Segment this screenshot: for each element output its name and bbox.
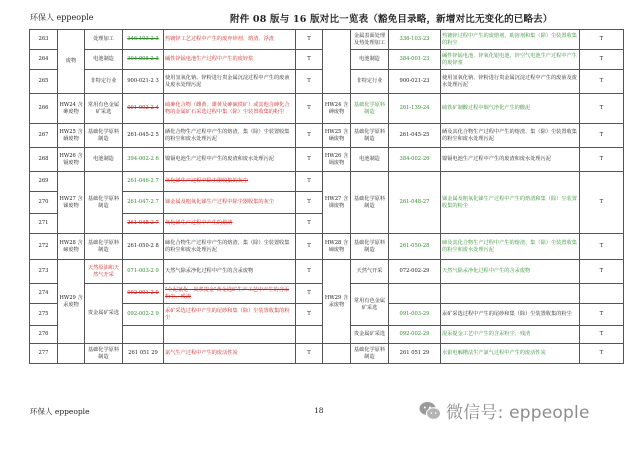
- hazard-cell-2016: T: [580, 50, 624, 70]
- hazard-cell: T: [296, 260, 323, 284]
- category-cell-2016: [323, 344, 351, 364]
- row-number: 267: [30, 124, 58, 148]
- hazard-cell: T: [296, 94, 323, 124]
- hazard-cell-2016: T: [580, 70, 624, 94]
- row-number: 269: [30, 172, 58, 192]
- description-cell: 锑金属及粗氧化锑生产过程中除尘器收集的灰尘: [164, 192, 296, 214]
- table-row: [30, 94, 624, 124]
- row-number: 272: [30, 234, 58, 260]
- code-cell-2016: 261 051 29: [389, 344, 441, 364]
- code-cell: 091-002-2 4: [123, 94, 164, 124]
- hazard-cell-2016: T: [580, 326, 624, 344]
- table-row: [30, 234, 624, 260]
- category-cell: 废物: [58, 30, 85, 94]
- code-cell: 394-002-2 6: [123, 148, 164, 172]
- row-number: 263: [30, 30, 58, 50]
- hazard-cell-2016: T: [580, 94, 624, 124]
- industry-cell: 贵金属矿采选: [85, 284, 123, 344]
- description-cell-2016: 汞矿采选过程中产生的尾砂和集（除）尘装置收集的粉尘: [441, 304, 580, 326]
- table-row: [30, 124, 624, 148]
- code-cell: 261 051 29: [123, 344, 164, 364]
- hazard-cell-2016: T: [580, 260, 624, 284]
- comparison-table: [29, 29, 624, 364]
- description-cell: 使用氢氧化钠、锌粉进行贵金属沉淀过程中产生的废液及废水处理污泥: [164, 70, 296, 94]
- hazard-cell: T: [296, 148, 323, 172]
- industry-cell: 电池制造: [85, 50, 123, 70]
- description-cell-2016: 水银电解槽法生产氯气过程中产生的废活性炭: [441, 344, 580, 364]
- industry-cell-2016: 基础化学原料制造: [351, 124, 389, 148]
- industry-cell-2016: 贵金属矿采选: [351, 326, 389, 344]
- code-cell: 071-003-2 9: [123, 260, 164, 284]
- table-row: [30, 172, 624, 192]
- description-cell: 碲化合物生产过程中产生的熔渣、集（除）尘装置收集的粉尘和废水处理污泥: [164, 234, 296, 260]
- description-cell-2016: 硒及其化合物生产过程中产生的熔渣、集（除）尘装置收集的粉尘和废水处理污泥: [441, 124, 580, 148]
- hazard-cell-2016: T: [580, 344, 624, 364]
- industry-cell: 电池制造: [85, 148, 123, 172]
- description-cell-2016: 天然气除汞净化过程中产生的含汞废物: [441, 260, 580, 284]
- hazard-cell-2016: [580, 284, 624, 304]
- hazard-cell: T: [296, 124, 323, 148]
- watermark-text: 微信号: eppeople: [446, 403, 590, 423]
- code-cell: 900-021-2 3: [123, 70, 164, 94]
- category-cell: HW26 含镉废物: [58, 148, 85, 172]
- hazard-cell: T: [296, 234, 323, 260]
- category-cell-2016: HW27 含锑废物: [323, 172, 351, 234]
- code-cell-2016: 261-050-28: [389, 234, 441, 260]
- industry-cell-2016: 常用有色金属矿采选: [351, 284, 389, 326]
- hazard-cell: T: [296, 344, 323, 364]
- hazard-cell-2016: T: [580, 124, 624, 148]
- category-cell: HW24 含砷废物: [58, 94, 85, 124]
- code-cell: 261-046-2 7: [123, 172, 164, 192]
- footer-left: 环保人 eppeople: [30, 407, 90, 416]
- hazard-cell: T: [296, 172, 323, 192]
- category-cell-2016: HW26 含镉废物: [323, 148, 351, 172]
- code-cell-2016: 261-048-27: [389, 172, 441, 234]
- code-cell-2016: 336-103-23: [389, 30, 441, 50]
- industry-cell: 基础化学原料制造: [85, 234, 123, 260]
- hazard-cell-2016: T: [580, 148, 624, 172]
- industry-cell-2016: 非特定行业: [351, 70, 389, 94]
- hazard-cell: T: [296, 50, 323, 70]
- code-cell-2016: 261-139-24: [389, 94, 441, 124]
- hazard-cell: T: [296, 304, 323, 326]
- industry-cell: 非特定行业: [85, 70, 123, 94]
- hazard-cell-2016: T: [580, 304, 624, 326]
- category-cell: [58, 344, 85, 364]
- code-cell-2016: 384-001-23: [389, 50, 441, 70]
- page-title: 附件 08 版与 16 版对比一览表（豁免目录略，新增对比无变化的已略去）: [230, 14, 553, 25]
- code-cell: 092-002-2 9: [123, 304, 164, 326]
- description-cell: 氯气生产过程中产生的废活性炭: [164, 344, 296, 364]
- category-cell: HW27 含锑废物: [58, 172, 85, 234]
- table-row: [30, 148, 624, 172]
- description-cell: 汞矿采选过程中产生的尾砂和集（除）尘装置收集的粉尘: [164, 304, 296, 326]
- row-number: 277: [30, 344, 58, 364]
- description-cell: 氧化锑生产过程中产生的熔渣: [164, 214, 296, 234]
- code-cell-2016: 092-002-29: [389, 326, 441, 344]
- industry-cell-2016: 基础化学原料制造: [351, 94, 389, 124]
- hazard-cell: [296, 326, 323, 344]
- description-cell-2016: 碲及其化合物生产过程中产生的熔渣、集（除）尘装置收集的粉尘和废水处理污泥: [441, 234, 580, 260]
- category-cell-2016: HW28 含碲废物: [323, 234, 351, 260]
- code-cell: 261-050-2 8: [123, 234, 164, 260]
- watermark: [418, 398, 590, 423]
- category-cell: HW29 含汞废物: [58, 260, 85, 344]
- table-row: [30, 260, 624, 284]
- industry-cell: 天然原油和天然气开采: [85, 260, 123, 284]
- code-cell-2016: 384-002-26: [389, 148, 441, 172]
- description-cell-2016: 使用氢氧化钠、锌粉进行贵金属沉淀过程中产生的废液及废水处理污泥: [441, 70, 580, 94]
- industry-cell-2016: 基础化学原料制造: [351, 172, 389, 234]
- code-cell: 261-045-2 5: [123, 124, 164, 148]
- industry-cell-2016: 基础化学原料制造: [351, 344, 389, 364]
- hazard-cell: T: [296, 214, 323, 234]
- row-number: 265: [30, 70, 58, 94]
- description-cell-2016: 镍镉电池生产过程中产生的废渣和废水处理污泥: [441, 148, 580, 172]
- row-number: 276: [30, 326, 58, 344]
- category-cell-2016: HW25 含硒废物: [323, 124, 351, 148]
- hazard-cell-2016: T: [580, 234, 624, 260]
- code-cell: 092-001-2 9: [123, 284, 164, 304]
- description-cell: 硒化合物生产过程中产生的熔渣、集（除）尘装置收集的粉尘和废水处理污泥: [164, 124, 296, 148]
- description-cell: 碱性锌锰电池生产过程中产生的废锌浆: [164, 50, 296, 70]
- industry-cell: 基础化学原料制造: [85, 172, 123, 234]
- description-cell-2016: 硫铁矿制酸过程中烟气净化产生的酸泥: [441, 94, 580, 124]
- description-cell: 镍镉电池生产过程中产生的废渣和废水处理污泥: [164, 148, 296, 172]
- code-cell: 346-103-2 3: [123, 30, 164, 50]
- row-number: 275: [30, 304, 58, 326]
- row-number: 270: [30, 192, 58, 214]
- hazard-cell: T: [296, 30, 323, 50]
- code-cell: [123, 326, 164, 344]
- category-cell: HW25 含硒废物: [58, 124, 85, 148]
- description-cell: 硫砷化合物（雌黄、雄黄及砷硫铁矿）或其他含砷化合物的金属矿石采选过程中集（除）尘装置收集的粉尘: [164, 94, 296, 124]
- description-cell-2016: 热镀锌过程中产生的废熔剂、助溶剂和集（除）尘装置收集的粉尘: [441, 30, 580, 50]
- code-cell: 261-047-2 7: [123, 192, 164, 214]
- category-cell-2016: [323, 30, 351, 94]
- category-cell-2016: HW24 含砷废物: [323, 94, 351, 124]
- hazard-cell-2016: T: [580, 30, 624, 50]
- code-cell: 261-048-2 7: [123, 214, 164, 234]
- row-number: 274: [30, 284, 58, 304]
- industry-cell-2016: 基础化学原料制造: [351, 234, 389, 260]
- industry-cell-2016: 金属表面处理及热处理加工: [351, 30, 389, 50]
- code-cell-2016: 261-045-25: [389, 124, 441, 148]
- code-cell-2016: [389, 284, 441, 304]
- description-cell: 天然气除汞净化过程中产生的含汞废物: [164, 260, 296, 284]
- description-cell: [164, 326, 296, 344]
- wechat-icon: [418, 399, 442, 423]
- row-number: 266: [30, 94, 58, 124]
- industry-cell: 常用有色金属矿采选: [85, 94, 123, 124]
- description-cell-2016: 碱性锌锰电池、锌氧化银电池、锌空气电池生产过程中产生的废锌浆: [441, 50, 580, 70]
- hazard-cell: T: [296, 284, 323, 304]
- row-number: 268: [30, 148, 58, 172]
- industry-cell-2016: 天然气开采: [351, 260, 389, 284]
- row-number: 271: [30, 214, 58, 234]
- table-row: [30, 30, 624, 50]
- code-cell: 394-005-2 3: [123, 50, 164, 70]
- category-cell: HW28 含碲废物: [58, 234, 85, 260]
- table-row: [30, 344, 624, 364]
- code-cell-2016: 091-003-29: [389, 304, 441, 326]
- description-cell: 氧化锑生产过程中除尘器收集的灰尘: [164, 172, 296, 192]
- industry-cell: 基础化学原料制造: [85, 124, 123, 148]
- hazard-cell: T: [296, 70, 323, 94]
- description-cell-2016: [441, 284, 580, 304]
- industry-cell-2016: 电池制造: [351, 50, 389, 70]
- industry-cell: 基础化学原料制造: [85, 344, 123, 364]
- row-number: 264: [30, 50, 58, 70]
- code-cell-2016: 900-021-23: [389, 70, 441, 94]
- page-number: 18: [314, 406, 324, 415]
- description-cell: "全泥氰化－炭浆提金"黄金选矿生产工艺中产生的含汞粉尘、残渣: [164, 284, 296, 304]
- hazard-cell-2016: T: [580, 172, 624, 234]
- category-cell-2016: HW29 含汞废物: [323, 260, 351, 344]
- description-cell-2016: 锑金属及粗氧化锑生产过程中产生的熔渣和集（除）尘装置收集的粉尘: [441, 172, 580, 234]
- industry-cell-2016: 电池制造: [351, 148, 389, 172]
- header-left: 环保人 eppeople: [30, 13, 94, 22]
- hazard-cell: T: [296, 192, 323, 214]
- description-cell: 热镀锌工艺过程中产生的废弃锌剂、熔渣、浮渣: [164, 30, 296, 50]
- description-cell-2016: 混汞提金工艺中产生的含汞粉尘、残渣: [441, 326, 580, 344]
- code-cell-2016: 072-002-29: [389, 260, 441, 284]
- industry-cell: 处理加工: [85, 30, 123, 50]
- row-number: 273: [30, 260, 58, 284]
